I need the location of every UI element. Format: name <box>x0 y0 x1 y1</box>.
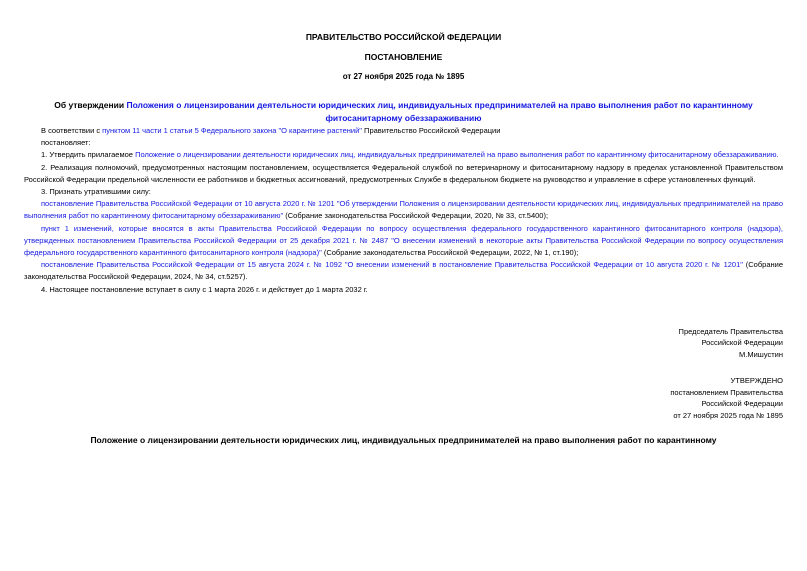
repeal1-citation: (Собрание законодательства Российской Федерации, 2020, № 33, ст.5400); <box>283 211 549 221</box>
approved-block <box>24 375 783 421</box>
signature-name: М.Мишустин <box>739 349 783 359</box>
paragraph-item-1 <box>24 149 783 161</box>
repeal2-citation: (Собрание законодательства Российской Федерации, 2022, № 1, ст.190); <box>321 248 579 258</box>
law-reference-link[interactable]: пунктом 11 части 1 статьи 5 Федерального закона "О карантине растений" <box>102 126 362 135</box>
paragraph-repeal-1 <box>24 198 783 222</box>
repeal3-citation: (Собрание законодательства Российской Федерации, 2024, № 34, ст.5257). <box>24 260 783 282</box>
approved-date-number: от 27 ноября 2025 года № 1895 <box>673 410 783 420</box>
paragraph-item-2: 2. Реализация полномочий, предусмотренных настоящим постановлением, осуществляется Федеральной службой по ветеринарному и фитосанитарному надзору в пределах установленной Правительством Российской Федерации предельной численности ее работников и бюджетных ассигнований, предусмотренных Службе в федеральном бюджете на руководство и управление в сфере установленных функций. <box>24 162 783 184</box>
signature-position-line2: Российской Федерации <box>701 338 783 348</box>
authority-name: ПРАВИТЕЛЬСТВО РОССИЙСКОЙ ФЕДЕРАЦИИ <box>305 32 502 42</box>
approved-label: УТВЕРЖДЕНО <box>730 376 783 386</box>
approved-by-line2: Российской Федерации <box>701 399 783 409</box>
paragraph-repeal-3 <box>24 259 783 283</box>
intro-text-post: Правительство Российской Федерации <box>361 126 501 135</box>
document-title <box>24 99 783 125</box>
document-title-prefix: Об утверждении <box>54 100 127 110</box>
document-header <box>24 32 783 82</box>
document-type: ПОСТАНОВЛЕНИЕ <box>364 52 443 62</box>
paragraph-resolves: постановляет: <box>41 138 91 148</box>
repealed-resolution-1201-link[interactable]: постановление Правительства Российской Федерации от 10 августа 2020 г. № 1201 "Об утверждении Положения о лицензировании деятельности юридических лиц, индивидуальных предпринимателей на право выполнения работ по карантинному фитосанитарному обеззараживанию" <box>24 199 783 221</box>
signature-position-line1: Председатель Правительства <box>678 326 783 336</box>
regulation-title-link[interactable]: Положения о лицензировании деятельности юридических лиц, индивидуальных предпринимателей на право выполнения работ по карантинному фитосанитарному обеззараживанию <box>126 100 753 123</box>
document-date-number: от 27 ноября 2025 года № 1895 <box>342 72 465 81</box>
approved-by-line1: постановлением Правительства <box>670 387 783 397</box>
repealed-resolution-1092-link[interactable]: постановление Правительства Российской Федерации от 15 августа 2024 г. № 1092 "О внесении изменений в постановление Правительства Российской Федерации от 10 августа 2020 г. № 1201" <box>41 260 743 270</box>
paragraph-item-3: 3. Признать утратившими силу: <box>41 187 151 197</box>
paragraph-intro <box>24 125 783 137</box>
regulation-approve-link[interactable]: Положение о лицензировании деятельности юридических лиц, индивидуальных предпринимателей на право выполнения работ по карантинному фитосанитарному обеззараживанию. <box>135 150 779 160</box>
paragraph-item-4: 4. Настоящее постановление вступает в силу с 1 марта 2026 г. и действует до 1 марта 2032 г. <box>41 284 368 294</box>
intro-text-pre: В соответствии с <box>41 126 103 135</box>
repealed-amendments-2487-link[interactable]: пункт 1 изменений, которые вносятся в акты Правительства Российской Федерации по вопросу осуществления федерального государственного карантинного фитосанитарного контроля (надзора), утвержденных постановлением Правительства Российской Федерации от 25 декабря 2021 г. № 2487 "О внесении изменений в некоторые акты Правительства Российской Федерации по вопросу осуществления федерального государственного карантинного фитосанитарного контроля (надзора)" <box>24 223 783 258</box>
signature-block <box>24 326 783 361</box>
item1-text-pre: 1. Утвердить прилагаемое <box>41 150 136 160</box>
paragraph-repeal-2 <box>24 223 783 260</box>
attachment-title: Положение о лицензировании деятельности юридических лиц, индивидуальных предпринимателей на право выполнения работ по карантинному <box>90 435 717 446</box>
